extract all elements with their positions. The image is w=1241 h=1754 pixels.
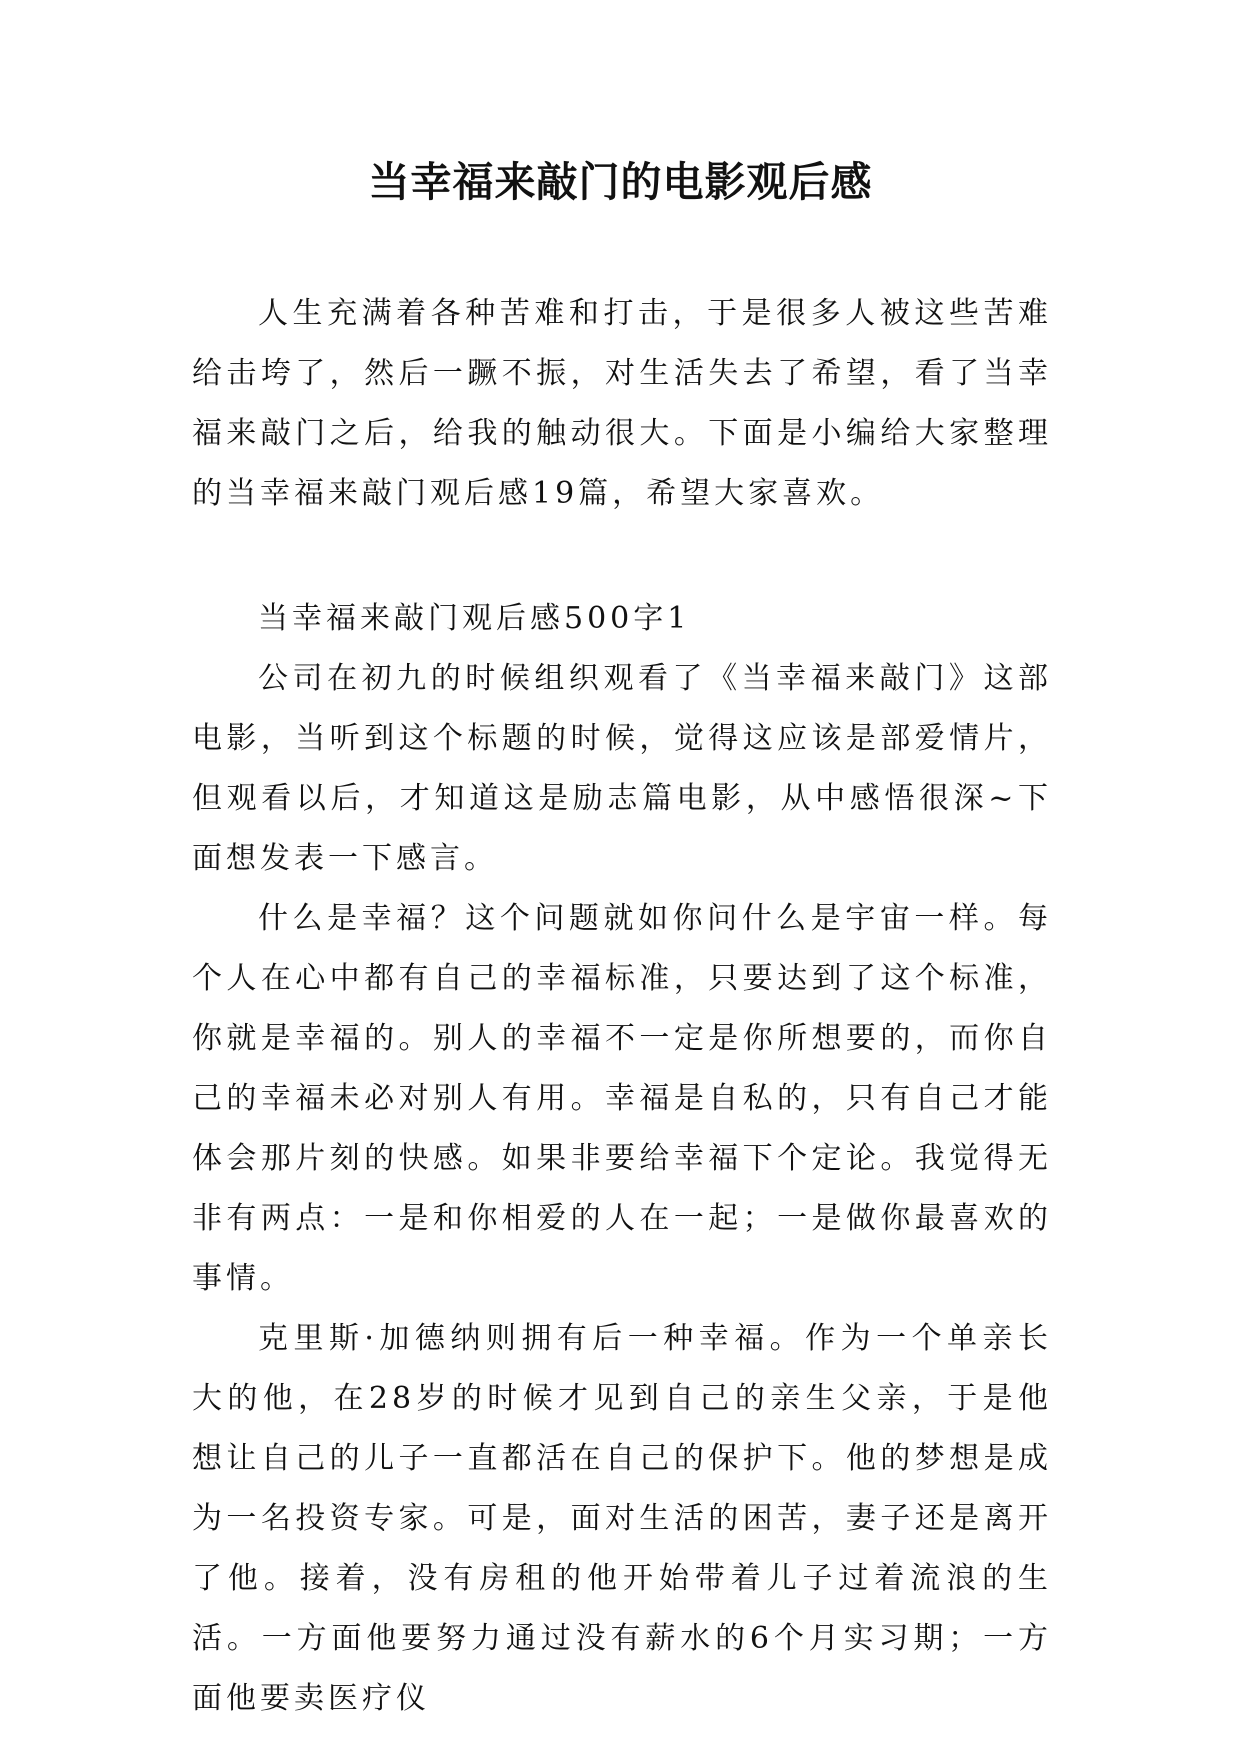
intro-paragraph: 人生充满着各种苦难和打击，于是很多人被这些苦难给击垮了，然后一蹶不振，对生活失去了希望，看了当幸福来敲门之后，给我的触动很大。下面是小编给大家整理的当幸福来敲门观后感19篇，希望大家喜欢。 xyxy=(192,296,1052,511)
body-paragraph: 克里斯·加德纳则拥有后一种幸福。作为一个单亲长大的他，在28岁的时候才见到自己的亲生父亲，于是他想让自己的儿子一直都活在自己的保护下。他的梦想是成为一名投资专家。可是，面对生活的困苦，妻子还是离开了他。接着，没有房租的他开始带着儿子过着流浪的生活。一方面他要努力通过没有薪水的6个月实习期；一方面他要卖医疗仪 xyxy=(192,1321,1052,1716)
section-heading: 当幸福来敲门观后感500字1 xyxy=(258,601,691,636)
document-title: 当幸福来敲门的电影观后感 xyxy=(368,158,873,206)
document-body xyxy=(192,284,1052,1729)
body-paragraph: 什么是幸福？这个问题就如你问什么是宇宙一样。每个人在心中都有自己的幸福标准，只要达到了这个标准，你就是幸福的。别人的幸福不一定是你所想要的，而你自己的幸福未必对别人有用。幸福是自私的，只有自己才能体会那片刻的快感。如果非要给幸福下个定论。我觉得无非有两点：一是和你相爱的人在一起；一是做你最喜欢的事情。 xyxy=(192,901,1052,1296)
body-paragraph: 公司在初九的时候组织观看了《当幸福来敲门》这部电影，当听到这个标题的时候，觉得这应该是部爱情片，但观看以后，才知道这是励志篇电影，从中感悟很深~下面想发表一下感言。 xyxy=(192,661,1052,876)
